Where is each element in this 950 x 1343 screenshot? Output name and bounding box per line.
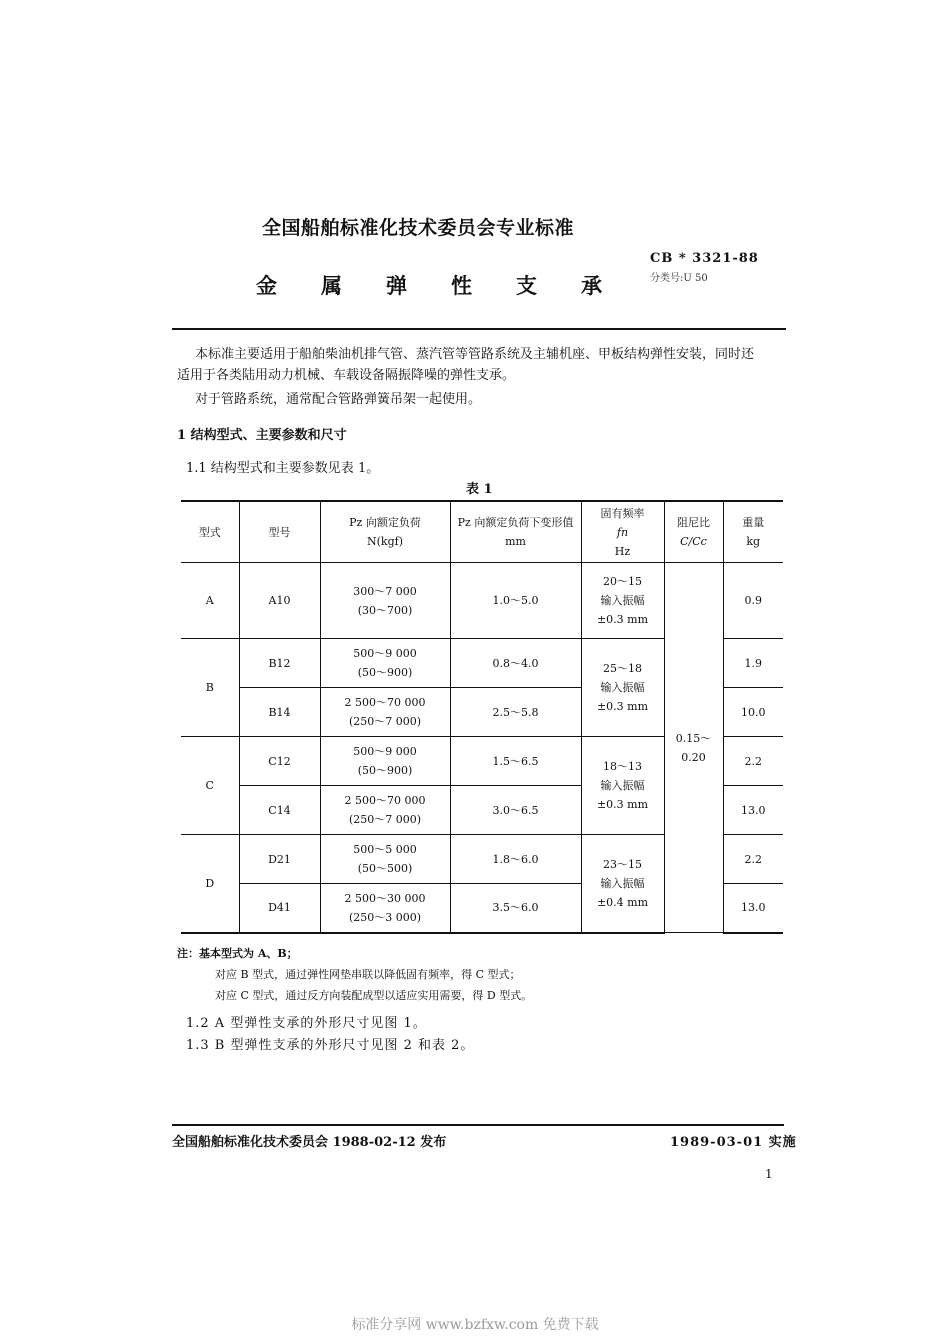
model-cell: A10: [239, 563, 320, 639]
table-note-3: 对应 C 型式，通过反方向装配成型以适应实用需要，得 D 型式。: [215, 989, 533, 1002]
classification-number: 分类号:U 50: [650, 273, 708, 284]
type-cell: B: [181, 639, 239, 737]
section-1-heading: 1 结构型式、主要参数和尺寸: [177, 428, 347, 443]
page-number: 1: [765, 1167, 773, 1181]
deformation-cell: 3.0～6.5: [450, 786, 581, 835]
intro-paragraph-1-continuation: 适用于各类陆用动力机械、车载设备隔振降噪的弹性支承。: [177, 368, 516, 383]
document-title: 金属弹性支承: [256, 273, 646, 298]
deformation-cell: 0.8～4.0: [450, 639, 581, 688]
clause-1-3: 1.3 B 型弹性支承的外形尺寸见图 2 和表 2。: [186, 1038, 475, 1053]
intro-paragraph-2: 对于管路系统，通常配合管路弹簧吊架一起使用。: [195, 392, 482, 407]
frequency-cell: 23～15 输入振幅 ±0.4 mm: [581, 835, 664, 933]
table-note-2: 对应 B 型式，通过弹性网垫串联以降低固有频率，得 C 型式；: [215, 968, 521, 981]
header-weight: 重量 kg: [723, 501, 783, 563]
table-row: [181, 563, 783, 639]
load-cell: 2 500～70 000 (250～7 000): [320, 688, 450, 737]
frequency-cell: 25～18 输入振幅 ±0.3 mm: [581, 639, 664, 737]
header-model: 型号: [239, 501, 320, 563]
table-caption: 表 1: [466, 482, 493, 497]
standard-code: CB * 3321-88: [650, 251, 759, 266]
deformation-cell: 1.8～6.0: [450, 835, 581, 884]
type-cell: A: [181, 563, 239, 639]
model-cell: D41: [239, 884, 320, 933]
load-cell: 2 500～30 000 (250～3 000): [320, 884, 450, 933]
weight-cell: 2.2: [723, 737, 783, 786]
load-cell: 2 500～70 000 (250～7 000): [320, 786, 450, 835]
publication-date: 全国船舶标准化技术委员会 1988-02-12 发布: [172, 1135, 447, 1150]
model-cell: C12: [239, 737, 320, 786]
weight-cell: 2.2: [723, 835, 783, 884]
load-cell: 300～7 000 (30～700): [320, 563, 450, 639]
watermark: 标准分享网 www.bzfxw.com 免费下载: [351, 1317, 599, 1333]
header-type: 型式: [181, 501, 239, 563]
weight-cell: 13.0: [723, 786, 783, 835]
deformation-cell: 3.5～6.0: [450, 884, 581, 933]
frequency-cell: 20～15 输入振幅 ±0.3 mm: [581, 563, 664, 639]
damping-cell: 0.15～0.20: [664, 563, 723, 933]
weight-cell: 13.0: [723, 884, 783, 933]
model-cell: B14: [239, 688, 320, 737]
deformation-cell: 2.5～5.8: [450, 688, 581, 737]
load-cell: 500～9 000 (50～900): [320, 737, 450, 786]
clause-1-1: 1.1 结构型式和主要参数见表 1。: [186, 461, 380, 476]
header-rated-load: Pz 向额定负荷 N(kgf): [320, 501, 450, 563]
issuing-organization-title: 全国船舶标准化技术委员会专业标准: [262, 217, 575, 239]
parameter-table: [181, 500, 783, 934]
table-header-row: [181, 501, 783, 563]
deformation-cell: 1.0～5.0: [450, 563, 581, 639]
type-cell: D: [181, 835, 239, 933]
footer-rule: [172, 1124, 784, 1126]
table-note-1: 注：基本型式为 A、B；: [177, 947, 298, 960]
header-deformation: Pz 向额定负荷下变形值 mm: [450, 501, 581, 563]
header-damping-ratio: 阻尼比 C/Cc: [664, 501, 723, 563]
type-cell: C: [181, 737, 239, 835]
model-cell: C14: [239, 786, 320, 835]
header-rule: [172, 328, 786, 330]
frequency-cell: 18～13 输入振幅 ±0.3 mm: [581, 737, 664, 835]
model-cell: D21: [239, 835, 320, 884]
weight-cell: 0.9: [723, 563, 783, 639]
load-cell: 500～9 000 (50～900): [320, 639, 450, 688]
implementation-date: 1989-03-01 实施: [670, 1135, 797, 1150]
load-cell: 500～5 000 (50～500): [320, 835, 450, 884]
model-cell: B12: [239, 639, 320, 688]
weight-cell: 1.9: [723, 639, 783, 688]
header-natural-frequency: 固有频率 fn Hz: [581, 501, 664, 563]
deformation-cell: 1.5～6.5: [450, 737, 581, 786]
weight-cell: 10.0: [723, 688, 783, 737]
intro-paragraph-1: 本标准主要适用于船舶柴油机排气管、蒸汽管等管路系统及主辅机座、甲板结构弹性安装，同时还: [195, 347, 755, 362]
clause-1-2: 1.2 A 型弹性支承的外形尺寸见图 1。: [186, 1016, 427, 1031]
